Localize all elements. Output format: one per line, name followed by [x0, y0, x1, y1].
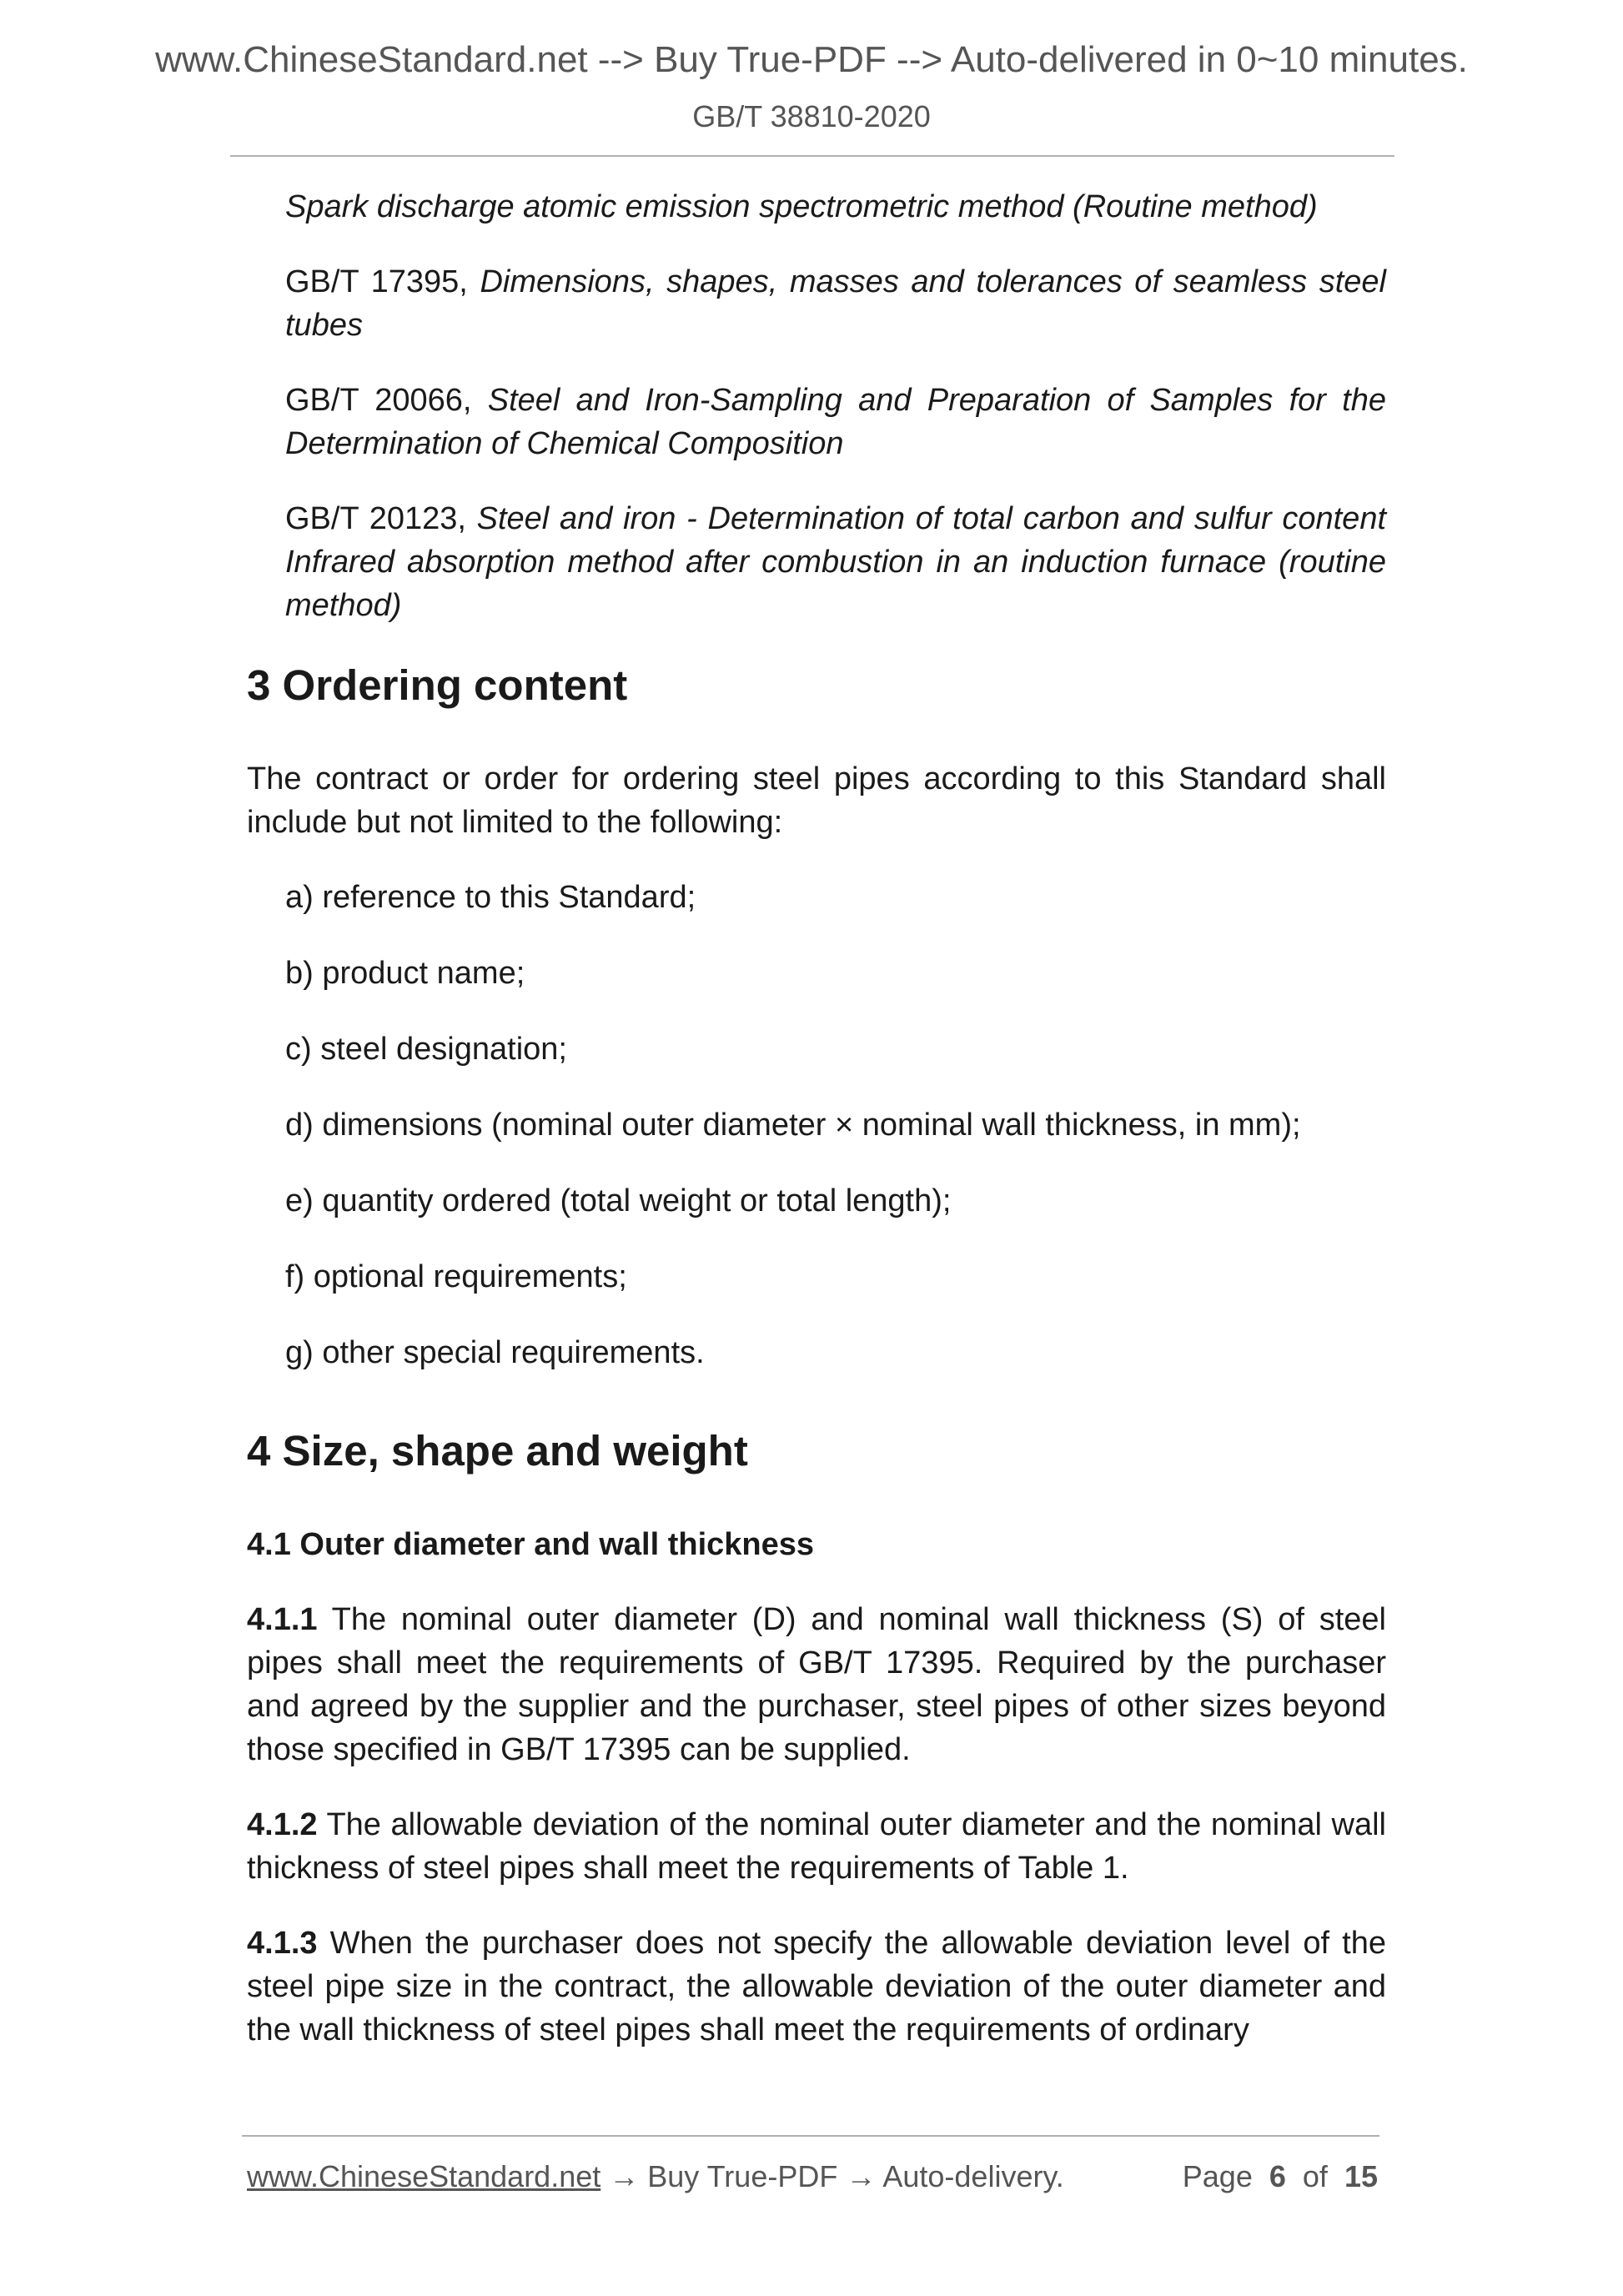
clause-text: The nominal outer diameter (D) and nominal wall thickness (S) of steel pipes shall meet the requirements of GB/T 17395. Required by the purchaser and agreed by the supplier and the purchaser, steel pipes of other sizes beyond those specified in GB/T 17395 can be supplied.: [247, 1602, 1386, 1767]
subsection-4-1-heading: 4.1 Outer diameter and wall thickness: [247, 1527, 815, 1562]
clause-number: 4.1.3: [247, 1926, 318, 1961]
document-id: GB/T 38810-2020: [692, 99, 931, 133]
clause-4-1-1: [247, 1598, 1386, 1771]
reference-code: GB/T 20066,: [285, 383, 488, 418]
clause-text: When the purchaser does not specify the allowable deviation level of the steel pipe size in the contract, the allowable deviation of the outer diameter and the wall thickness of steel pipes shall meet the requirements of ordinary: [247, 1926, 1386, 2047]
footer-buy-text: Buy True-PDF: [647, 2159, 838, 2193]
list-item: g) other special requirements.: [285, 1335, 705, 1370]
list-item: c) steel designation;: [285, 1032, 567, 1067]
clause-4-1-3: [247, 1922, 1386, 2052]
page-total: 15: [1344, 2159, 1378, 2193]
reference-title: Steel and iron - Determination of total carbon and sulfur content Infrared absorption method after combustion in an induction furnace (routine method): [285, 501, 1387, 623]
section-3-intro: The contract or order for ordering steel pipes according to this Standard shall include but not limited to the following:: [247, 761, 1386, 840]
list-item: f) optional requirements;: [285, 1259, 627, 1294]
list-item: e) quantity ordered (total weight or total length);: [285, 1183, 952, 1218]
arrow-icon: →: [600, 2159, 648, 2193]
reference-item: [285, 379, 1386, 465]
footer-links: [247, 2155, 1064, 2198]
header-banner: www.ChineseStandard.net --> Buy True-PDF --> Auto-delivered in 0~10 minutes.: [155, 39, 1468, 80]
clause-number: 4.1.2: [247, 1807, 318, 1842]
reference-code: GB/T 17395,: [285, 264, 480, 299]
footer-divider: [242, 2135, 1379, 2137]
section-4-heading: 4 Size, shape and weight: [247, 1427, 748, 1475]
footer: [247, 2155, 1378, 2198]
header-divider: [230, 155, 1394, 157]
clause-text: The allowable deviation of the nominal outer diameter and the nominal wall thickness of steel pipes shall meet the requirements of Table 1.: [247, 1807, 1386, 1886]
list-item: a) reference to this Standard;: [285, 880, 696, 915]
reference-item: [285, 260, 1386, 347]
footer-site-link[interactable]: www.ChineseStandard.net: [247, 2159, 601, 2193]
footer-auto-text: Auto-delivery.: [882, 2159, 1064, 2193]
page-label: Page: [1182, 2159, 1253, 2193]
reference-title: Dimensions, shapes, masses and tolerances of seamless steel tubes: [285, 264, 1386, 343]
of-label: of: [1302, 2159, 1328, 2193]
clause-number: 4.1.1: [247, 1602, 318, 1637]
page-number: 6: [1269, 2159, 1286, 2193]
arrow-icon: →: [837, 2159, 883, 2193]
page-content: [247, 185, 1386, 2083]
section-3-heading: 3 Ordering content: [247, 661, 628, 709]
reference-title: Spark discharge atomic emission spectrometric method (Routine method): [285, 189, 1318, 224]
list-item: b) product name;: [285, 956, 525, 991]
clause-4-1-2: [247, 1803, 1386, 1890]
reference-code: GB/T 20123,: [285, 501, 477, 536]
page-indicator: [1183, 2155, 1378, 2198]
reference-item: [285, 185, 1386, 229]
list-item: d) dimensions (nominal outer diameter × nominal wall thickness, in mm);: [285, 1108, 1301, 1143]
reference-item: [285, 497, 1386, 627]
reference-title: Steel and Iron-Sampling and Preparation of Samples for the Determination of Chemical Composition: [285, 383, 1387, 461]
